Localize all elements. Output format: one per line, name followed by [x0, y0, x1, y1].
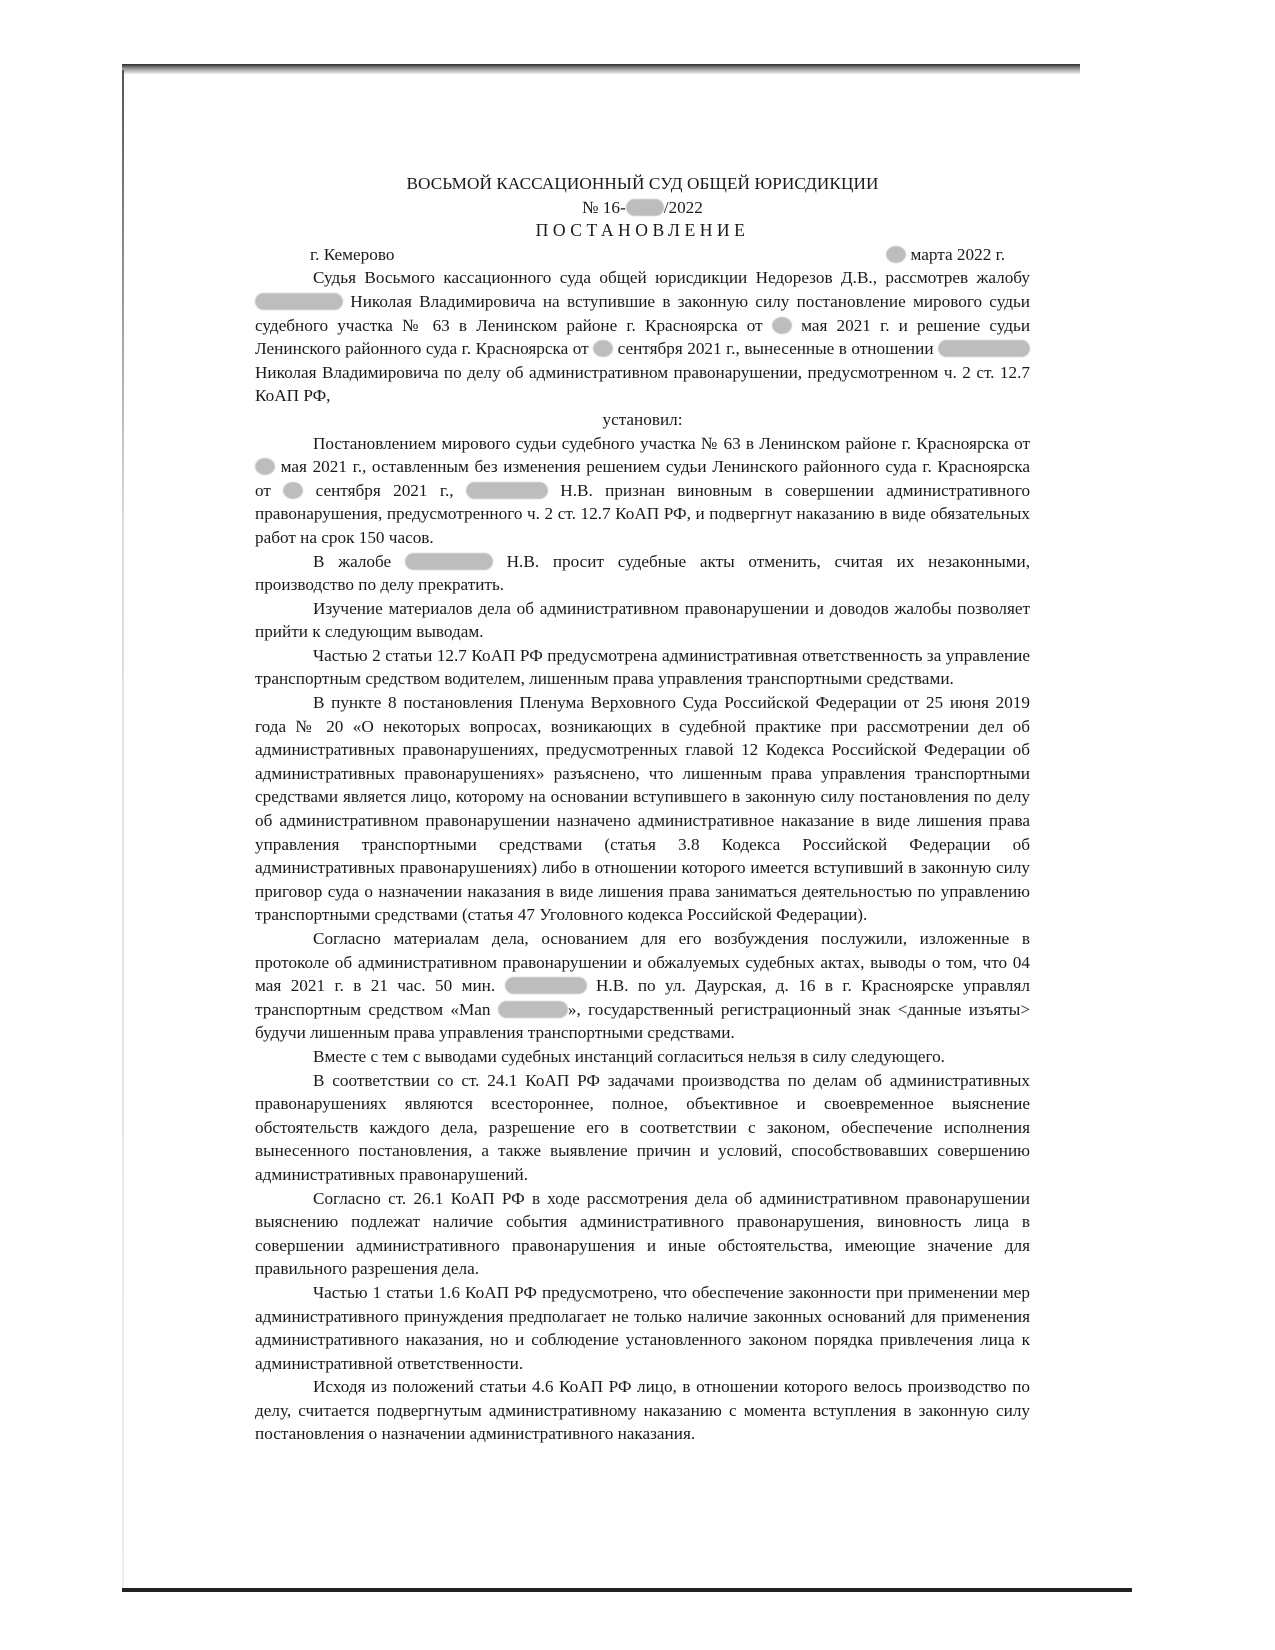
p1-text-4: Н.В. признан виновным в совершении административного правонарушения, предусмотренного ч. 2 ст. 12.7 КоАП РФ, и подвергнут наказанию в виде обязательных работ на срок 150 часов. [255, 480, 1031, 547]
paragraph-8: В соответствии со ст. 24.1 КоАП РФ задачами производства по делам об административных правонарушениях являются всестороннее, полное, объективное и своевременное выяснение обстоятельств каждого дела, разрешение его в соответствии с законом, обеспечение исполнения вынесенного постановления, а также выявление причин и условий, способствовавших совершению административных правонарушений. [255, 1070, 1030, 1184]
p6-text-3: », государственный регистрационный знак <данные изъяты> будучи лишенным права управления транспортными средствами. [255, 999, 1031, 1043]
case-number [255, 196, 1030, 220]
paragraph-10: Частью 1 статьи 1.6 КоАП РФ предусмотрено, что обеспечение законности при применении мер административного принуждения предполагает не только наличие законных оснований для применения административного наказания, но и соблюдение установленного законом порядка привлечения лица к административной ответственности. [255, 1282, 1030, 1373]
paragraph-6 [255, 927, 1030, 1045]
redacted-day [593, 340, 613, 357]
redacted-surname [255, 293, 343, 310]
redacted-day [255, 458, 275, 475]
place-date-row [255, 243, 1030, 267]
p6-text-1: Согласно материалам дела, основанием для его возбуждения послужили, изложенные в протоколе об административном правонарушении и обжалуемых судебных актах, выводы о том, что 04 мая 2021 г. в 21 час. 50 мин. [255, 929, 1030, 996]
scan-edge-left [122, 70, 124, 1590]
redacted-surname [505, 977, 587, 994]
redacted-vehicle-model [498, 1001, 568, 1018]
city: г. Кемерово [310, 244, 395, 264]
p2-text-2: Н.В. просит судебные акты отменить, считая их незаконными, производство по делу прекратить. [255, 551, 1031, 595]
redacted-day [886, 246, 906, 263]
paragraph-4: Частью 2 статьи 12.7 КоАП РФ предусмотрена административная ответственность за управление транспортным средством водителем, лишенным права управления транспортными средствами. [255, 645, 1030, 689]
decision-date [886, 243, 1005, 267]
court-name: ВОСЬМОЙ КАССАЦИОННЫЙ СУД ОБЩЕЙ ЮРИСДИКЦИИ [406, 174, 879, 193]
p1-text-1: Постановлением мирового судьи судебного участка № 63 в Ленинском районе г. Красноярска от [313, 433, 1030, 453]
scan-edge-bottom [122, 1588, 1132, 1592]
document-page [255, 172, 1030, 1446]
redacted-surname [466, 482, 548, 499]
intro-text-4: сентября 2021 г., вынесенные в отношении [617, 339, 934, 359]
redacted-case-digits [626, 199, 664, 216]
paragraph-3: Изучение материалов дела об административном правонарушении и доводов жалобы позволяет прийти к следующим выводам. [255, 598, 1030, 642]
redacted-surname [405, 553, 493, 570]
redacted-day [772, 317, 792, 334]
case-number-prefix: № 16- [582, 197, 626, 217]
paragraph-5: В пункте 8 постановления Пленума Верховного Суда Российской Федерации от 25 июня 2019 года № 20 «О некоторых вопросах, возникающих в судебной практике при рассмотрении дел об административных правонарушениях, предусмотренных главой 12 Кодекса Российской Федерации об административных правонарушениях» разъяснено, что лишенным права управления транспортными средствами является лицо, которому на основании вступившего в законную силу постановления по делу об административном правонарушении назначено административное наказание в виде лишения права управления транспортными средствами (статья 3.8 Кодекса Российской Федерации об административных правонарушениях) либо в отношении которого имеется вступивший в законную силу приговор суда о назначении наказания в виде лишения права заниматься деятельностью по управлению транспортными средствами (статья 47 Уголовного кодекса Российской Федерации). [255, 693, 1030, 925]
p6-text-2: Н.В. по ул. Даурская, д. 16 в г. Красноярске управлял транспортным средством «Man [255, 976, 1030, 1019]
document-title: ПОСТАНОВЛЕНИЕ [535, 220, 750, 241]
p1-text-3: сентября 2021 г., [315, 480, 454, 500]
intro-text-1: Судья Восьмого кассационного суда общей юрисдикции Недорезов Д.В., рассмотрев жалобу [313, 268, 1030, 288]
paragraph-7: Вместе с тем с выводами судебных инстанций согласиться нельзя в силу следующего. [313, 1046, 945, 1066]
intro-text-5: Николая Владимировича по делу об административном правонарушении, предусмотренном ч. 2 ст. 12.7 КоАП РФ, [255, 362, 1030, 406]
paragraph-2 [255, 550, 1030, 597]
p2-text-1: В жалобе [313, 551, 392, 571]
redacted-surname [938, 340, 1030, 357]
date-text: марта 2022 г. [910, 244, 1005, 264]
intro-paragraph [255, 266, 1030, 408]
intro-text-2: Николая Владимировича на вступившие в законную силу постановление мирового судьи судебного участка № 63 в Ленинском районе г. Красноярска от [255, 291, 1031, 335]
case-number-suffix: /2022 [663, 197, 703, 217]
paragraph-9: Согласно ст. 26.1 КоАП РФ в ходе рассмотрения дела об административном правонарушении выяснению подлежат наличие события административного правонарушения, виновность лица в совершении административного правонарушения и иные обстоятельства, имеющие значение для правильного разрешения дела. [255, 1188, 1030, 1279]
redacted-day [283, 482, 303, 499]
established-label: установил: [602, 409, 683, 429]
scan-edge-top [122, 64, 1080, 74]
intro-text-3: мая 2021 г. и решение судьи Ленинского районного суда г. Красноярска от [255, 315, 1031, 359]
p1-text-2: мая 2021 г., оставленным без изменения решением судьи Ленинского районного суда г. Красноярска от [255, 457, 1031, 500]
paragraph-1 [255, 432, 1030, 550]
paragraph-11: Исходя из положений статьи 4.6 КоАП РФ лицо, в отношении которого велось производство по делу, считается подвергнутым административному наказанию с момента вступления в законную силу постановления о назначении административного наказания. [255, 1377, 1030, 1444]
